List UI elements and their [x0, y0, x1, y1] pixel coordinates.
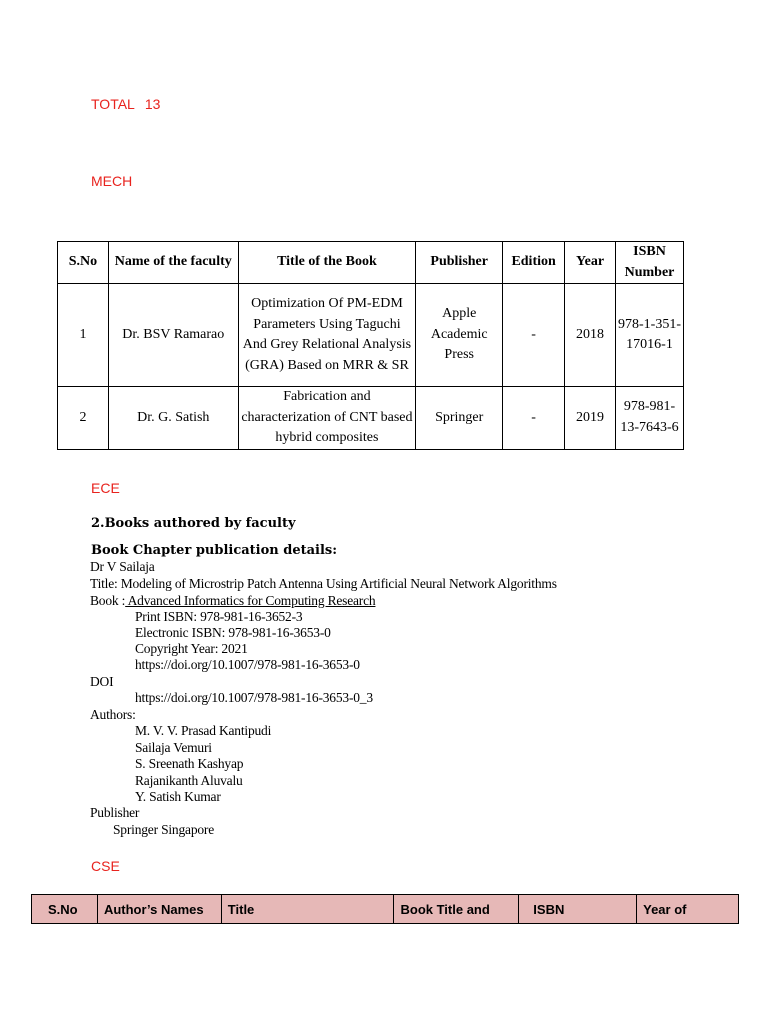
ece-heading: ECE — [91, 480, 120, 496]
cell-book-title: Optimization Of PM-EDM Parameters Using Taguchi And Grey Relational Analysis (GRA) Based on MRR & SR — [238, 284, 416, 387]
books-authored-heading: 2.Books authored by faculty — [91, 516, 296, 531]
cse-col-authors: Author’s Names — [97, 895, 221, 924]
author-item: M. V. V. Prasad Kantipudi — [135, 723, 272, 738]
cell-edition: - — [503, 387, 565, 450]
col-publisher: Publisher — [416, 242, 503, 284]
cell-publisher: Springer — [416, 387, 503, 450]
cse-col-isbn: ISBN — [519, 895, 637, 924]
cell-isbn: 978-981-13-7643-6 — [616, 387, 684, 450]
col-isbn: ISBN Number — [616, 242, 684, 284]
total-count: 13 — [144, 96, 161, 112]
chapter-book — [90, 593, 375, 609]
cse-col-title: Title — [221, 895, 394, 924]
cse-heading: CSE — [91, 858, 120, 874]
chapter-title: Title: Modeling of Microstrip Patch Antenna Using Artificial Neural Network Algorithms — [90, 576, 557, 591]
cell-edition: - — [503, 284, 565, 387]
cell-year: 2019 — [565, 387, 616, 450]
cell-book-title: Fabrication and characterization of CNT based hybrid composites — [238, 387, 416, 450]
book-prefix: Book : — [90, 593, 126, 608]
print-isbn: Print ISBN: 978-981-16-3652-3 — [135, 609, 303, 624]
author-item: Y. Satish Kumar — [135, 789, 221, 804]
col-faculty: Name of the faculty — [108, 242, 238, 284]
cell-sno: 2 — [58, 387, 109, 450]
total-label: TOTAL — [91, 96, 135, 112]
cell-sno: 1 — [58, 284, 109, 387]
table-header-row — [58, 242, 684, 284]
author-item: Rajanikanth Aluvalu — [135, 773, 243, 788]
author-item: S. Sreenath Kashyap — [135, 756, 244, 771]
col-book-title: Title of the Book — [238, 242, 416, 284]
cell-publisher: Apple Academic Press — [416, 284, 503, 387]
electronic-isbn: Electronic ISBN: 978-981-16-3653-0 — [135, 625, 331, 640]
mech-heading: MECH — [91, 173, 133, 189]
authors-label: Authors: — [90, 707, 136, 722]
cell-faculty: Dr. G. Satish — [108, 387, 238, 450]
cell-year: 2018 — [565, 284, 616, 387]
table-row — [58, 387, 684, 450]
cse-books-table — [31, 894, 739, 924]
book-url: https://doi.org/10.1007/978-981-16-3653-0 — [135, 657, 360, 672]
author-item: Sailaja Vemuri — [135, 740, 212, 755]
doi-value: https://doi.org/10.1007/978-981-16-3653-0_3 — [135, 690, 373, 705]
cse-col-year: Year of — [637, 895, 739, 924]
col-year: Year — [565, 242, 616, 284]
cell-isbn: 978-1-351-17016-1 — [616, 284, 684, 387]
doi-label: DOI — [90, 674, 114, 689]
chapter-details-heading: Book Chapter publication details: — [91, 543, 338, 558]
col-edition: Edition — [503, 242, 565, 284]
cse-col-book-title: Book Title and — [394, 895, 519, 924]
publisher-value: Springer Singapore — [113, 822, 215, 837]
mech-books-table — [57, 241, 684, 450]
chapter-author: Dr V Sailaja — [90, 559, 155, 574]
publisher-label: Publisher — [90, 805, 140, 820]
cse-header-row — [32, 895, 739, 924]
cse-col-sno: S.No — [32, 895, 98, 924]
copyright-year: Copyright Year: 2021 — [135, 641, 248, 656]
book-name: Advanced Informatics for Computing Research — [125, 593, 376, 608]
cell-faculty: Dr. BSV Ramarao — [108, 284, 238, 387]
total-heading — [91, 96, 160, 112]
col-sno: S.No — [58, 242, 109, 284]
table-row — [58, 284, 684, 387]
